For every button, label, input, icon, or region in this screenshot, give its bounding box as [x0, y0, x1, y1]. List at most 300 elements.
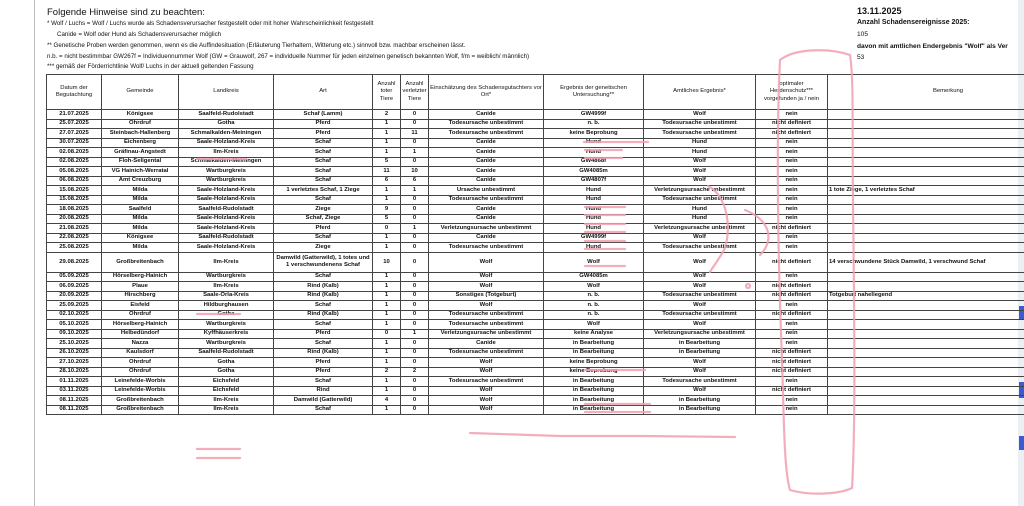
- table-cell: 1: [373, 386, 401, 396]
- column-header: Einschätzung des Schadensgutachters vor Ort*: [429, 75, 544, 110]
- table-cell: Amt Creuzburg: [102, 176, 179, 186]
- table-cell: Hund: [644, 205, 756, 215]
- table-cell: 1: [373, 282, 401, 292]
- table-cell: [828, 157, 1024, 167]
- table-cell: Pferd: [274, 224, 373, 234]
- table-cell: Saale-Holzland-Kreis: [179, 195, 274, 205]
- table-cell: Canide: [429, 138, 544, 148]
- table-cell: 0: [401, 195, 429, 205]
- table-cell: [828, 129, 1024, 139]
- table-cell: keine Beprobung: [544, 129, 644, 139]
- table-cell: 2: [373, 110, 401, 120]
- table-cell: Wolf: [429, 367, 544, 377]
- table-cell: Schaf: [274, 148, 373, 158]
- table-cell: Ohrdruf: [102, 358, 179, 368]
- table-cell: Schaf, Ziege: [274, 214, 373, 224]
- table-cell: nein: [756, 176, 828, 186]
- table-cell: GW4085m: [544, 272, 644, 282]
- table-cell: 1: [373, 119, 401, 129]
- table-cell: in Bearbeitung: [544, 377, 644, 387]
- table-row: [47, 377, 1024, 387]
- table-cell: Kyffhäuserkreis: [179, 329, 274, 339]
- table-cell: Saale-Orla-Kreis: [179, 291, 274, 301]
- table-cell: 27.10.2025: [47, 358, 102, 368]
- table-cell: 6: [373, 176, 401, 186]
- table-cell: in Bearbeitung: [544, 405, 644, 415]
- table-cell: 0: [401, 339, 429, 349]
- table-cell: Pferd: [274, 129, 373, 139]
- table-cell: Wolf: [429, 272, 544, 282]
- table-cell: Königsee: [102, 110, 179, 120]
- table-cell: Wolf: [429, 405, 544, 415]
- table-cell: Sonstiges (Totgeburt): [429, 291, 544, 301]
- table-cell: Todesursache unbestimmt: [429, 348, 544, 358]
- table-row: [47, 252, 1024, 272]
- table-cell: Todesursache unbestimmt: [644, 195, 756, 205]
- table-row: [47, 348, 1024, 358]
- table-cell: Gotha: [179, 119, 274, 129]
- table-cell: Todesursache unbestimmt: [429, 320, 544, 330]
- table-cell: Kaulsdorf: [102, 348, 179, 358]
- table-cell: Schmalkalden-Meiningen: [179, 129, 274, 139]
- table-cell: 22.08.2025: [47, 233, 102, 243]
- table-cell: Todesursache unbestimmt: [429, 377, 544, 387]
- table-row: [47, 358, 1024, 368]
- table-cell: 08.11.2025: [47, 396, 102, 406]
- table-cell: nein: [756, 233, 828, 243]
- table-cell: [828, 272, 1024, 282]
- table-cell: 0: [401, 282, 429, 292]
- table-cell: 29.08.2025: [47, 252, 102, 272]
- table-cell: nicht definiert: [756, 358, 828, 368]
- table-row: [47, 396, 1024, 406]
- table-cell: 26.10.2025: [47, 348, 102, 358]
- table-cell: 05.08.2025: [47, 167, 102, 177]
- table-cell: Wartburgkreis: [179, 176, 274, 186]
- table-cell: Verletzungsursache unbestimmt: [644, 329, 756, 339]
- table-cell: Ilm-Kreis: [179, 252, 274, 272]
- table-cell: [828, 176, 1024, 186]
- column-header: optimaler Herdenschutz*** vorgefunden ja / nein: [756, 75, 828, 110]
- table-cell: Milda: [102, 243, 179, 253]
- table-cell: 0: [401, 301, 429, 311]
- table-cell: [828, 205, 1024, 215]
- table-cell: 02.10.2025: [47, 310, 102, 320]
- table-cell: n. b.: [544, 310, 644, 320]
- table-cell: nein: [756, 110, 828, 120]
- table-cell: Ohrdruf: [102, 367, 179, 377]
- table-cell: Hund: [644, 138, 756, 148]
- column-header: Gemeinde: [102, 75, 179, 110]
- table-cell: Saale-Holzland-Kreis: [179, 186, 274, 196]
- table-cell: keine Beprobung: [544, 367, 644, 377]
- table-cell: nein: [756, 195, 828, 205]
- table-cell: in Bearbeitung: [544, 396, 644, 406]
- table-cell: nicht definiert: [756, 348, 828, 358]
- table-cell: in Bearbeitung: [644, 348, 756, 358]
- table-cell: Wartburgkreis: [179, 272, 274, 282]
- table-cell: Eichsfeld: [179, 386, 274, 396]
- column-header: Ergebnis der genetischen Untersuchung**: [544, 75, 644, 110]
- scroll-marker[interactable]: [1019, 436, 1024, 450]
- table-cell: Todesursache unbestimmt: [429, 129, 544, 139]
- table-cell: [828, 367, 1024, 377]
- table-cell: 14 verschwundene Stück Damwild, 1 verschwund Schaf: [828, 252, 1024, 272]
- table-cell: 1: [401, 148, 429, 158]
- table-cell: 02.08.2025: [47, 148, 102, 158]
- table-cell: Schaf (Lamm): [274, 110, 373, 120]
- table-cell: Wolf: [644, 272, 756, 282]
- table-cell: Saalfeld-Rudolstadt: [179, 110, 274, 120]
- table-cell: Großbreitenbach: [102, 405, 179, 415]
- table-cell: nein: [756, 157, 828, 167]
- table-cell: Ilm-Kreis: [179, 282, 274, 292]
- table-cell: nicht definiert: [756, 119, 828, 129]
- footnote: *** gemäß der Förderrichtlinie Wolf/ Luchs in der aktuell geltenden Fassung: [47, 63, 254, 70]
- table-cell: Canide: [429, 167, 544, 177]
- table-cell: Wartburgkreis: [179, 167, 274, 177]
- table-cell: Todesursache unbestimmt: [644, 291, 756, 301]
- table-cell: 1: [373, 339, 401, 349]
- table-cell: nein: [756, 205, 828, 215]
- table-cell: Todesursache unbestimmt: [429, 195, 544, 205]
- table-cell: keine Analyse: [544, 329, 644, 339]
- table-cell: 1: [373, 138, 401, 148]
- table-cell: Verletzungsursache unbestimmt: [644, 224, 756, 234]
- table-cell: 1: [373, 243, 401, 253]
- table-row: [47, 329, 1024, 339]
- table-row: [47, 282, 1024, 292]
- table-cell: 1: [373, 320, 401, 330]
- table-cell: Milda: [102, 224, 179, 234]
- table-cell: 1: [373, 272, 401, 282]
- table-cell: Ziege: [274, 243, 373, 253]
- table-cell: Schaf: [274, 157, 373, 167]
- table-cell: Saalfeld: [102, 205, 179, 215]
- table-cell: 05.09.2025: [47, 272, 102, 282]
- table-cell: [828, 110, 1024, 120]
- damage-table: [46, 74, 1024, 415]
- table-row: [47, 243, 1024, 253]
- table-cell: Wolf: [429, 301, 544, 311]
- table-row: [47, 405, 1024, 415]
- table-cell: Wolf: [544, 252, 644, 272]
- table-cell: in Bearbeitung: [644, 405, 756, 415]
- table-cell: Nazza: [102, 339, 179, 349]
- table-cell: Saale-Holzland-Kreis: [179, 138, 274, 148]
- table-cell: Todesursache unbestimmt: [429, 310, 544, 320]
- table-cell: nicht definiert: [756, 310, 828, 320]
- table-cell: Todesursache unbestimmt: [644, 129, 756, 139]
- table-row: [47, 138, 1024, 148]
- table-cell: [828, 348, 1024, 358]
- table-cell: Eichsfeld: [179, 377, 274, 387]
- table-cell: 15.08.2025: [47, 195, 102, 205]
- footnote: ** Genetische Proben werden genommen, wenn es die Auffindesituation (Erläuterung Tierhaltern, Witterung etc.) sinnvoll bzw. machbar erscheinen lässt.: [47, 42, 466, 49]
- table-cell: nicht definiert: [756, 224, 828, 234]
- table-cell: Pferd: [274, 119, 373, 129]
- table-cell: Schmalkalden-Meiningen: [179, 157, 274, 167]
- table-cell: Gräfinau-Angstedt: [102, 148, 179, 158]
- table-cell: 0: [401, 243, 429, 253]
- table-cell: 5: [373, 214, 401, 224]
- table-cell: 25.10.2025: [47, 339, 102, 349]
- table-cell: nein: [756, 301, 828, 311]
- table-cell: Wolf: [644, 282, 756, 292]
- table-cell: Saalfeld-Rudolstadt: [179, 348, 274, 358]
- table-cell: [828, 282, 1024, 292]
- table-cell: 1: [401, 186, 429, 196]
- table-row: [47, 167, 1024, 177]
- table-cell: in Bearbeitung: [544, 339, 644, 349]
- table-cell: nein: [756, 405, 828, 415]
- table-cell: 30.07.2025: [47, 138, 102, 148]
- table-cell: 1: [373, 348, 401, 358]
- table-row: [47, 339, 1024, 349]
- table-cell: GW4999f: [544, 110, 644, 120]
- page-title: Folgende Hinweise sind zu beachten:: [47, 7, 205, 18]
- table-cell: Königsee: [102, 233, 179, 243]
- table-cell: [828, 339, 1024, 349]
- table-cell: Milda: [102, 186, 179, 196]
- table-row: [47, 110, 1024, 120]
- table-cell: 0: [401, 119, 429, 129]
- table-cell: [828, 243, 1024, 253]
- table-cell: Saalfeld-Rudolstadt: [179, 205, 274, 215]
- table-cell: Großbreitenbach: [102, 396, 179, 406]
- table-cell: 1: [401, 224, 429, 234]
- table-cell: 1: [373, 148, 401, 158]
- table-row: [47, 386, 1024, 396]
- table-cell: Wolf: [644, 167, 756, 177]
- table-row: [47, 214, 1024, 224]
- summary-total: 105: [857, 31, 869, 38]
- column-header: Landkreis: [179, 75, 274, 110]
- table-cell: Wolf: [644, 367, 756, 377]
- table-cell: 1: [373, 129, 401, 139]
- table-row: [47, 301, 1024, 311]
- table-cell: [828, 301, 1024, 311]
- table-cell: 6: [401, 176, 429, 186]
- table-cell: Canide: [429, 339, 544, 349]
- table-cell: [828, 119, 1024, 129]
- table-row: [47, 233, 1024, 243]
- table-row: [47, 291, 1024, 301]
- table-cell: Wolf: [644, 252, 756, 272]
- table-cell: 25.09.2025: [47, 301, 102, 311]
- table-cell: GW4807f: [544, 176, 644, 186]
- table-cell: Ziege: [274, 205, 373, 215]
- table-cell: Ilm-Kreis: [179, 148, 274, 158]
- table-cell: Schaf: [274, 195, 373, 205]
- table-cell: Verletzungsursache unbestimmt: [644, 186, 756, 196]
- table-row: [47, 176, 1024, 186]
- column-header: Art: [274, 75, 373, 110]
- table-cell: Ilm-Kreis: [179, 405, 274, 415]
- table-cell: nein: [756, 339, 828, 349]
- table-cell: Wolf: [429, 252, 544, 272]
- table-cell: Verletzungsursache unbestimmt: [429, 329, 544, 339]
- table-cell: Hund: [544, 138, 644, 148]
- table-cell: nein: [756, 186, 828, 196]
- table-cell: Hund: [544, 186, 644, 196]
- table-cell: Verletzungsursache unbestimmt: [429, 224, 544, 234]
- table-cell: Canide: [429, 205, 544, 215]
- table-cell: Hund: [544, 195, 644, 205]
- table-cell: keine Beprobung: [544, 358, 644, 368]
- table-cell: 25.07.2025: [47, 119, 102, 129]
- table-cell: 28.10.2025: [47, 367, 102, 377]
- column-header: Bemerkung: [828, 75, 1024, 110]
- table-cell: 10: [373, 252, 401, 272]
- table-cell: Helbedündorf: [102, 329, 179, 339]
- table-cell: Milda: [102, 195, 179, 205]
- table-cell: 27.07.2025: [47, 129, 102, 139]
- table-cell: Hörselberg-Hainich: [102, 320, 179, 330]
- table-cell: Rind (Kalb): [274, 310, 373, 320]
- table-row: [47, 367, 1024, 377]
- table-cell: [828, 358, 1024, 368]
- table-cell: Schaf: [274, 176, 373, 186]
- table-cell: [828, 167, 1024, 177]
- table-cell: 0: [401, 110, 429, 120]
- table-cell: 0: [401, 386, 429, 396]
- table-cell: nein: [756, 243, 828, 253]
- table-cell: 0: [373, 224, 401, 234]
- table-cell: Gotha: [179, 358, 274, 368]
- table-cell: Todesursache unbestimmt: [429, 119, 544, 129]
- table-cell: Damwild (Gatterwild), 1 totes und 1 verschwundenens Schaf: [274, 252, 373, 272]
- table-cell: Saale-Holzland-Kreis: [179, 214, 274, 224]
- table-cell: 1: [401, 329, 429, 339]
- table-cell: Schaf: [274, 167, 373, 177]
- table-cell: nein: [756, 377, 828, 387]
- table-cell: Rind (Kalb): [274, 348, 373, 358]
- table-cell: Wolf: [644, 233, 756, 243]
- table-cell: 0: [401, 157, 429, 167]
- table-cell: Schaf: [274, 405, 373, 415]
- table-cell: Ursache unbestimmt: [429, 186, 544, 196]
- table-cell: 0: [401, 377, 429, 387]
- table-cell: Eichenberg: [102, 138, 179, 148]
- table-cell: 02.08.2025: [47, 157, 102, 167]
- table-cell: Canide: [429, 148, 544, 158]
- table-cell: Wartburgkreis: [179, 320, 274, 330]
- table-cell: nein: [756, 167, 828, 177]
- table-cell: 0: [401, 233, 429, 243]
- table-cell: [828, 329, 1024, 339]
- table-cell: 0: [401, 252, 429, 272]
- report-date: 13.11.2025: [857, 6, 902, 16]
- table-cell: Todesursache unbestimmt: [644, 119, 756, 129]
- table-cell: in Bearbeitung: [544, 386, 644, 396]
- table-cell: 01.11.2025: [47, 377, 102, 387]
- table-cell: Leinefelde-Worbis: [102, 377, 179, 387]
- table-cell: n. b.: [544, 291, 644, 301]
- table-cell: 18.08.2025: [47, 205, 102, 215]
- table-cell: 0: [401, 320, 429, 330]
- table-cell: nicht definiert: [756, 252, 828, 272]
- table-cell: Canide: [429, 214, 544, 224]
- table-cell: Saale-Holzland-Kreis: [179, 224, 274, 234]
- table-cell: Rind (Kalb): [274, 282, 373, 292]
- table-cell: 20.08.2025: [47, 214, 102, 224]
- table-cell: 06.09.2025: [47, 282, 102, 292]
- table-cell: [828, 405, 1024, 415]
- table-row: [47, 224, 1024, 234]
- table-cell: 1: [373, 195, 401, 205]
- table-cell: Hund: [544, 205, 644, 215]
- table-cell: [828, 195, 1024, 205]
- table-cell: 21.07.2025: [47, 110, 102, 120]
- table-cell: Wolf: [544, 320, 644, 330]
- table-cell: Wolf: [429, 386, 544, 396]
- table-cell: Rind (Kalb): [274, 291, 373, 301]
- table-cell: in Bearbeitung: [544, 348, 644, 358]
- table-cell: 1 verletztes Schaf, 1 Ziege: [274, 186, 373, 196]
- table-cell: [828, 233, 1024, 243]
- table-cell: [828, 148, 1024, 158]
- table-row: [47, 157, 1024, 167]
- table-cell: Saalfeld-Rudolstadt: [179, 233, 274, 243]
- table-cell: [828, 138, 1024, 148]
- table-cell: Canide: [429, 233, 544, 243]
- table-cell: Plaue: [102, 282, 179, 292]
- table-cell: nein: [756, 138, 828, 148]
- table-cell: 0: [401, 310, 429, 320]
- table-cell: 06.08.2025: [47, 176, 102, 186]
- table-cell: nicht definiert: [756, 129, 828, 139]
- table-cell: 0: [401, 138, 429, 148]
- table-cell: 1: [373, 301, 401, 311]
- table-cell: 0: [373, 329, 401, 339]
- table-cell: nein: [756, 214, 828, 224]
- table-cell: 0: [401, 396, 429, 406]
- table-cell: 1: [373, 377, 401, 387]
- table-cell: Hund: [544, 243, 644, 253]
- table-row: [47, 320, 1024, 330]
- table-cell: Todesursache unbestimmt: [644, 310, 756, 320]
- table-cell: GW4999f: [544, 233, 644, 243]
- table-cell: n. b.: [544, 301, 644, 311]
- table-cell: Ohrdruf: [102, 310, 179, 320]
- table-cell: Pferd: [274, 367, 373, 377]
- table-cell: 1: [373, 310, 401, 320]
- table-cell: Wolf: [644, 301, 756, 311]
- table-row: [47, 310, 1024, 320]
- table-header-row: [47, 75, 1024, 110]
- table-cell: Wolf: [644, 358, 756, 368]
- table-cell: 11: [373, 167, 401, 177]
- table-cell: GW4868f: [544, 157, 644, 167]
- table-cell: Hildburghausen: [179, 301, 274, 311]
- table-cell: nein: [756, 396, 828, 406]
- table-cell: Canide: [429, 157, 544, 167]
- column-header: Anzahl verletzter Tiere: [401, 75, 429, 110]
- table-cell: Ilm-Kreis: [179, 396, 274, 406]
- table-cell: Totgeburt naheliegend: [828, 291, 1024, 301]
- table-cell: Eisfeld: [102, 301, 179, 311]
- table-cell: Wolf: [644, 110, 756, 120]
- table-cell: Großbreitenbach: [102, 252, 179, 272]
- table-cell: Floh-Seligental: [102, 157, 179, 167]
- table-cell: 1: [373, 358, 401, 368]
- table-cell: Steinbach-Hallenberg: [102, 129, 179, 139]
- page-left-edge: [34, 0, 35, 506]
- table-cell: VG Hainich-Werratal: [102, 167, 179, 177]
- table-cell: Pferd: [274, 358, 373, 368]
- table-cell: Wolf: [644, 157, 756, 167]
